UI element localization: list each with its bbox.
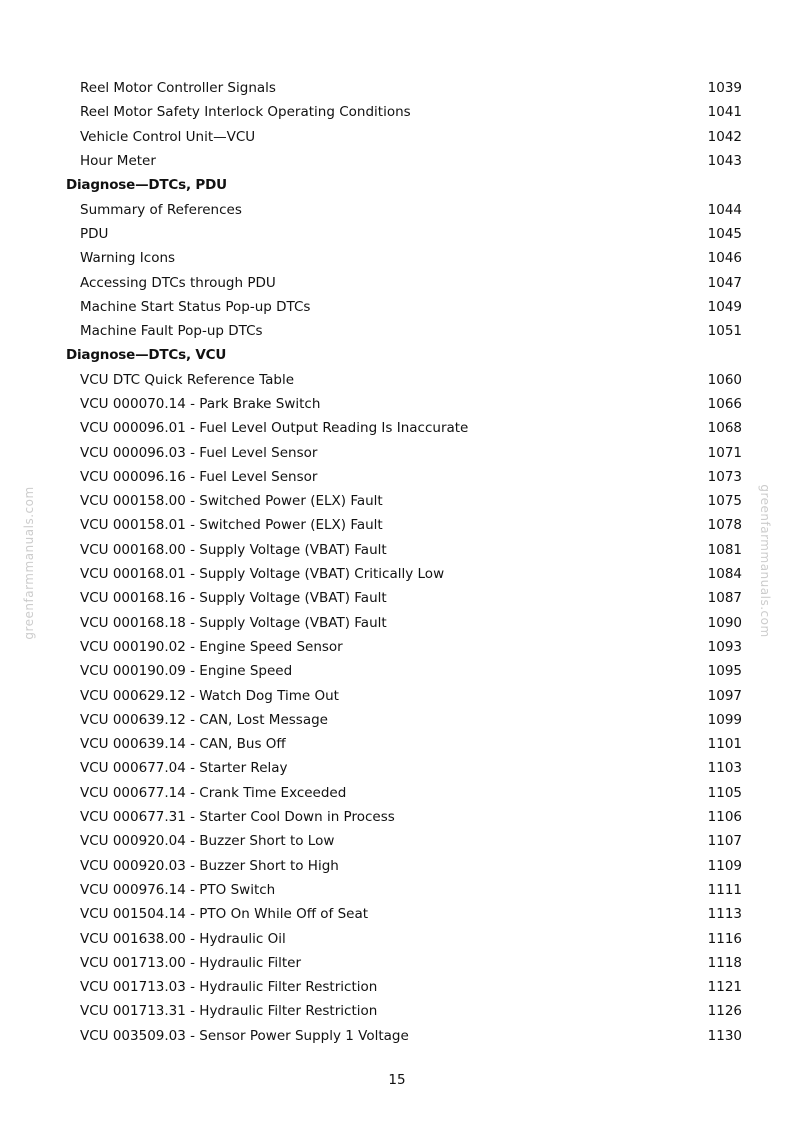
watermark-right: greenfarmmanuals.com [758,484,772,638]
toc-entry[interactable] [66,878,742,902]
toc-entry-title: VCU 001713.03 - Hydraulic Filter Restriction [80,979,378,996]
toc-entry[interactable] [66,635,742,659]
toc-entry-page-number: 1073 [707,468,742,485]
toc-entry-title: VCU 000639.14 - CAN, Bus Off [80,736,286,753]
toc-entry[interactable] [66,829,742,853]
toc-entry[interactable] [66,732,742,756]
toc-entry-title: VCU 001713.31 - Hydraulic Filter Restriction [80,1003,378,1020]
toc-entry-page-number: 1107 [707,833,742,850]
toc-entry-title: VCU 000677.31 - Starter Cool Down in Process [80,809,395,826]
toc-entry-page-number: 1045 [707,225,742,242]
toc-entry-page-number: 1130 [707,1027,742,1044]
toc-entry[interactable] [66,586,742,610]
toc-entry-title: VCU 000096.01 - Fuel Level Output Reading Is Inaccurate [80,420,469,437]
toc-entry-title: VCU 000920.03 - Buzzer Short to High [80,857,339,874]
toc-entry-title: VCU 000158.01 - Switched Power (ELX) Fault [80,517,383,534]
toc-entry[interactable] [66,76,742,100]
toc-entry-page-number: 1068 [707,420,742,437]
toc-entry-page-number: 1046 [707,250,742,267]
toc-entry-title: VCU 001713.00 - Hydraulic Filter [80,954,302,971]
toc-entry-page-number: 1106 [707,809,742,826]
toc-entry-page-number: 1041 [707,104,742,121]
toc-entry[interactable] [66,611,742,635]
toc-entry-title: VCU 000677.04 - Starter Relay [80,760,288,777]
toc-entry-page-number: 1093 [707,638,742,655]
toc-section-heading [66,343,742,367]
toc-entry-page-number: 1099 [707,711,742,728]
toc-entry[interactable] [66,489,742,513]
toc-entry-title: VCU 000096.16 - Fuel Level Sensor [80,468,318,485]
toc-section-heading [66,173,742,197]
toc-entry[interactable] [66,440,742,464]
toc-entry-title: Machine Start Status Pop-up DTCs [80,298,311,315]
toc-entry-title: Vehicle Control Unit—VCU [80,128,256,145]
toc-entry-title: VCU DTC Quick Reference Table [80,371,295,388]
toc-entry[interactable] [66,295,742,319]
toc-entry-title: VCU 000168.00 - Supply Voltage (VBAT) Fault [80,541,387,558]
toc-entry-title: VCU 000168.18 - Supply Voltage (VBAT) Fault [80,614,387,631]
toc-entry-page-number: 1116 [707,930,742,947]
toc-entry[interactable] [66,270,742,294]
toc-entry-page-number: 1121 [707,979,742,996]
toc-entry-title: VCU 000677.14 - Crank Time Exceeded [80,784,347,801]
toc-entry-page-number: 1101 [707,736,742,753]
toc-entry[interactable] [66,416,742,440]
toc-entry[interactable] [66,197,742,221]
toc-entry-page-number: 1113 [707,906,742,923]
toc-entry[interactable] [66,951,742,975]
toc-entry-title: Reel Motor Controller Signals [80,80,276,97]
toc-entry-title: Warning Icons [80,250,176,267]
toc-entry[interactable] [66,683,742,707]
toc-entry-title: VCU 000639.12 - CAN, Lost Message [80,711,328,728]
toc-entry[interactable] [66,1024,742,1048]
toc-entry[interactable] [66,756,742,780]
toc-entry-page-number: 1071 [707,444,742,461]
toc-entry[interactable] [66,149,742,173]
toc-entry-page-number: 1103 [707,760,742,777]
toc-entry[interactable] [66,319,742,343]
toc-entry-title: Diagnose—DTCs, VCU [66,347,227,364]
toc-entry-page-number: 1118 [707,954,742,971]
toc-entry-page-number: 1109 [707,857,742,874]
toc-entry-title: VCU 000190.02 - Engine Speed Sensor [80,638,343,655]
toc-entry[interactable] [66,781,742,805]
toc-entry[interactable] [66,805,742,829]
toc-entry-page-number: 1087 [707,590,742,607]
watermark-left: greenfarmmanuals.com [22,486,36,640]
toc-entry-title: Machine Fault Pop-up DTCs [80,323,263,340]
toc-entry-page-number: 1111 [707,881,742,898]
toc-entry-title: VCU 000070.14 - Park Brake Switch [80,396,321,412]
toc-entry-title: VCU 000976.14 - PTO Switch [80,881,276,898]
toc-entry[interactable] [66,708,742,732]
toc-entry-title: Hour Meter [80,153,156,170]
toc-entry[interactable] [66,465,742,489]
toc-entry-title: VCU 000158.00 - Switched Power (ELX) Fault [80,493,383,510]
toc-entry-page-number: 1126 [707,1003,742,1020]
toc-entry-page-number: 1105 [707,784,742,801]
toc-entry-page-number: 1090 [707,614,742,631]
toc-entry-page-number: 1084 [707,566,742,583]
toc-entry[interactable] [66,222,742,246]
toc-entry-title: VCU 001638.00 - Hydraulic Oil [80,930,286,947]
toc-entry-page-number: 1075 [707,493,742,510]
toc-entry-title: Summary of References [80,201,242,218]
toc-entry-title: VCU 000168.16 - Supply Voltage (VBAT) Fault [80,590,387,607]
toc-entry[interactable] [66,246,742,270]
toc-entry-page-number: 1042 [707,128,742,145]
toc-entry[interactable] [66,125,742,149]
toc-entry-page-number: 1039 [707,80,742,97]
toc-entry[interactable] [66,392,742,416]
toc-entry[interactable] [66,562,742,586]
toc-entry[interactable] [66,975,742,999]
toc-entry-title: PDU [80,225,109,242]
toc-entry-page-number: 1095 [707,663,742,680]
toc-entry-title: VCU 000096.03 - Fuel Level Sensor [80,444,318,461]
toc-entry-page-number: 1097 [707,687,742,704]
table-of-contents [66,76,742,1048]
toc-entry-title: Accessing DTCs through PDU [80,274,276,291]
toc-entry[interactable] [66,926,742,950]
toc-entry[interactable] [66,854,742,878]
toc-entry-page-number: 1051 [707,323,742,340]
toc-entry[interactable] [66,659,742,683]
toc-entry-title: VCU 003509.03 - Sensor Power Supply 1 Voltage [80,1027,409,1044]
toc-entry-title: VCU 000168.01 - Supply Voltage (VBAT) Critically Low [80,566,445,583]
toc-entry-title: VCU 000629.12 - Watch Dog Time Out [80,687,339,704]
page-number: 15 [388,1072,406,1088]
toc-entry-title: VCU 001504.14 - PTO On While Off of Seat [80,906,369,923]
toc-entry[interactable] [66,368,742,392]
toc-entry[interactable] [66,902,742,926]
toc-entry-title: VCU 000190.09 - Engine Speed [80,663,293,680]
toc-entry-page-number: 1044 [707,201,742,218]
toc-entry[interactable] [66,513,742,537]
toc-entry[interactable] [66,100,742,124]
toc-entry-page-number: 1060 [707,371,742,388]
toc-entry-title: Reel Motor Safety Interlock Operating Conditions [80,104,411,121]
toc-entry-page-number: 1049 [707,298,742,315]
toc-entry[interactable] [66,999,742,1023]
toc-entry-page-number: 1078 [707,517,742,534]
toc-entry-title: Diagnose—DTCs, PDU [66,177,227,194]
toc-entry[interactable] [66,538,742,562]
toc-entry-page-number: 1066 [707,396,742,412]
toc-entry-title: VCU 000920.04 - Buzzer Short to Low [80,833,335,850]
toc-entry-page-number: 1043 [707,153,742,170]
toc-entry-page-number: 1081 [707,541,742,558]
toc-entry-page-number: 1047 [707,274,742,291]
